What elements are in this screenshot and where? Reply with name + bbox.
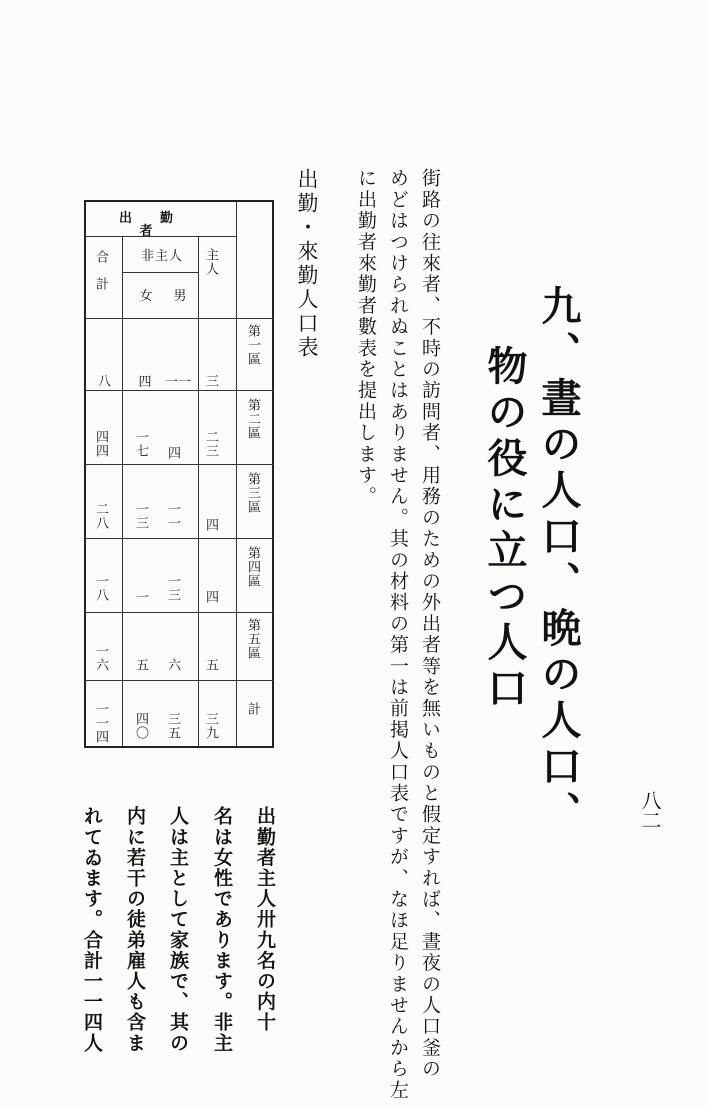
value-male: 一一	[165, 502, 180, 530]
district-header: 第一區	[245, 324, 260, 366]
row-label-owner: 主人	[203, 248, 218, 276]
value-total: 二八	[93, 502, 108, 530]
table-header-group: 出勤者	[118, 211, 201, 239]
table-rule	[86, 390, 274, 391]
district-header: 第五區	[245, 618, 260, 660]
value-total: 一六	[93, 644, 108, 672]
value-total: 八	[95, 374, 110, 388]
value-owner: 二三	[203, 430, 218, 458]
district-header: 第二區	[245, 398, 260, 440]
value-male: 一三	[165, 574, 180, 602]
value-total: 一八	[93, 574, 108, 602]
value-female: 四	[138, 375, 152, 390]
table-caption: 出勤・來勤人口表	[295, 168, 319, 360]
row-label-female: 女	[139, 289, 153, 304]
body-text-line: めどはつけられぬことはありません。其の材料の第一は前掲人口表ですが、なほ足りませんから左	[387, 168, 409, 1101]
district-header: 計	[245, 702, 260, 716]
body-text-line: 街路の往來者、不時の訪問者、用務のための外出者等を無いものと假定すれば、晝夜の人口釜の	[419, 168, 441, 1080]
table-rule	[86, 318, 274, 319]
value-female: 四〇	[133, 712, 148, 740]
section-title-line-1: 九、晝の人口、晩の人口、	[535, 285, 582, 837]
value-female: 一七	[133, 430, 148, 458]
note-line: 人は主として家族で、其の	[167, 806, 189, 1054]
section-title-line-2: 物の役に立つ人口	[481, 345, 528, 713]
commuter-population-table	[84, 200, 274, 748]
page-number: 八二	[638, 790, 662, 830]
value-female: 一三	[133, 502, 148, 530]
value-total: 一一四	[93, 702, 108, 744]
value-male: 一一	[164, 375, 191, 390]
value-male: 三五	[165, 712, 180, 740]
table-rule	[122, 236, 123, 746]
district-header: 第四區	[245, 546, 260, 588]
body-text-line: に出勤者來勤者數表を提出します。	[355, 168, 377, 508]
table-rule	[236, 202, 237, 746]
value-owner: 五	[203, 658, 218, 672]
note-line: 出勤者主人卅九名の内十	[254, 806, 276, 1033]
note-line: れてゐます。合計一一四人	[81, 806, 103, 1054]
table-rule	[86, 680, 274, 681]
value-owner: 四	[203, 518, 218, 532]
value-male: 四	[165, 446, 180, 460]
table-rule	[86, 538, 274, 539]
row-label-non-owner: 非主人	[140, 249, 183, 264]
value-owner: 三	[203, 374, 218, 388]
value-female: 一	[133, 590, 148, 604]
value-female: 五	[133, 658, 148, 672]
table-rule	[86, 464, 274, 465]
district-header: 第三區	[245, 472, 260, 514]
value-male: 六	[165, 658, 180, 672]
row-label-male: 男	[173, 289, 187, 304]
value-owner: 三九	[203, 712, 218, 740]
row-label-total: 合計	[93, 250, 108, 304]
value-total: 四四	[93, 430, 108, 458]
value-owner: 四	[203, 590, 218, 604]
note-line: 名は女性であります。非主	[211, 806, 233, 1054]
table-rule	[86, 612, 274, 613]
table-rule	[122, 272, 198, 273]
note-line: 内に若干の徒弟雇人も含ま	[124, 806, 146, 1054]
table-rule	[198, 236, 199, 746]
